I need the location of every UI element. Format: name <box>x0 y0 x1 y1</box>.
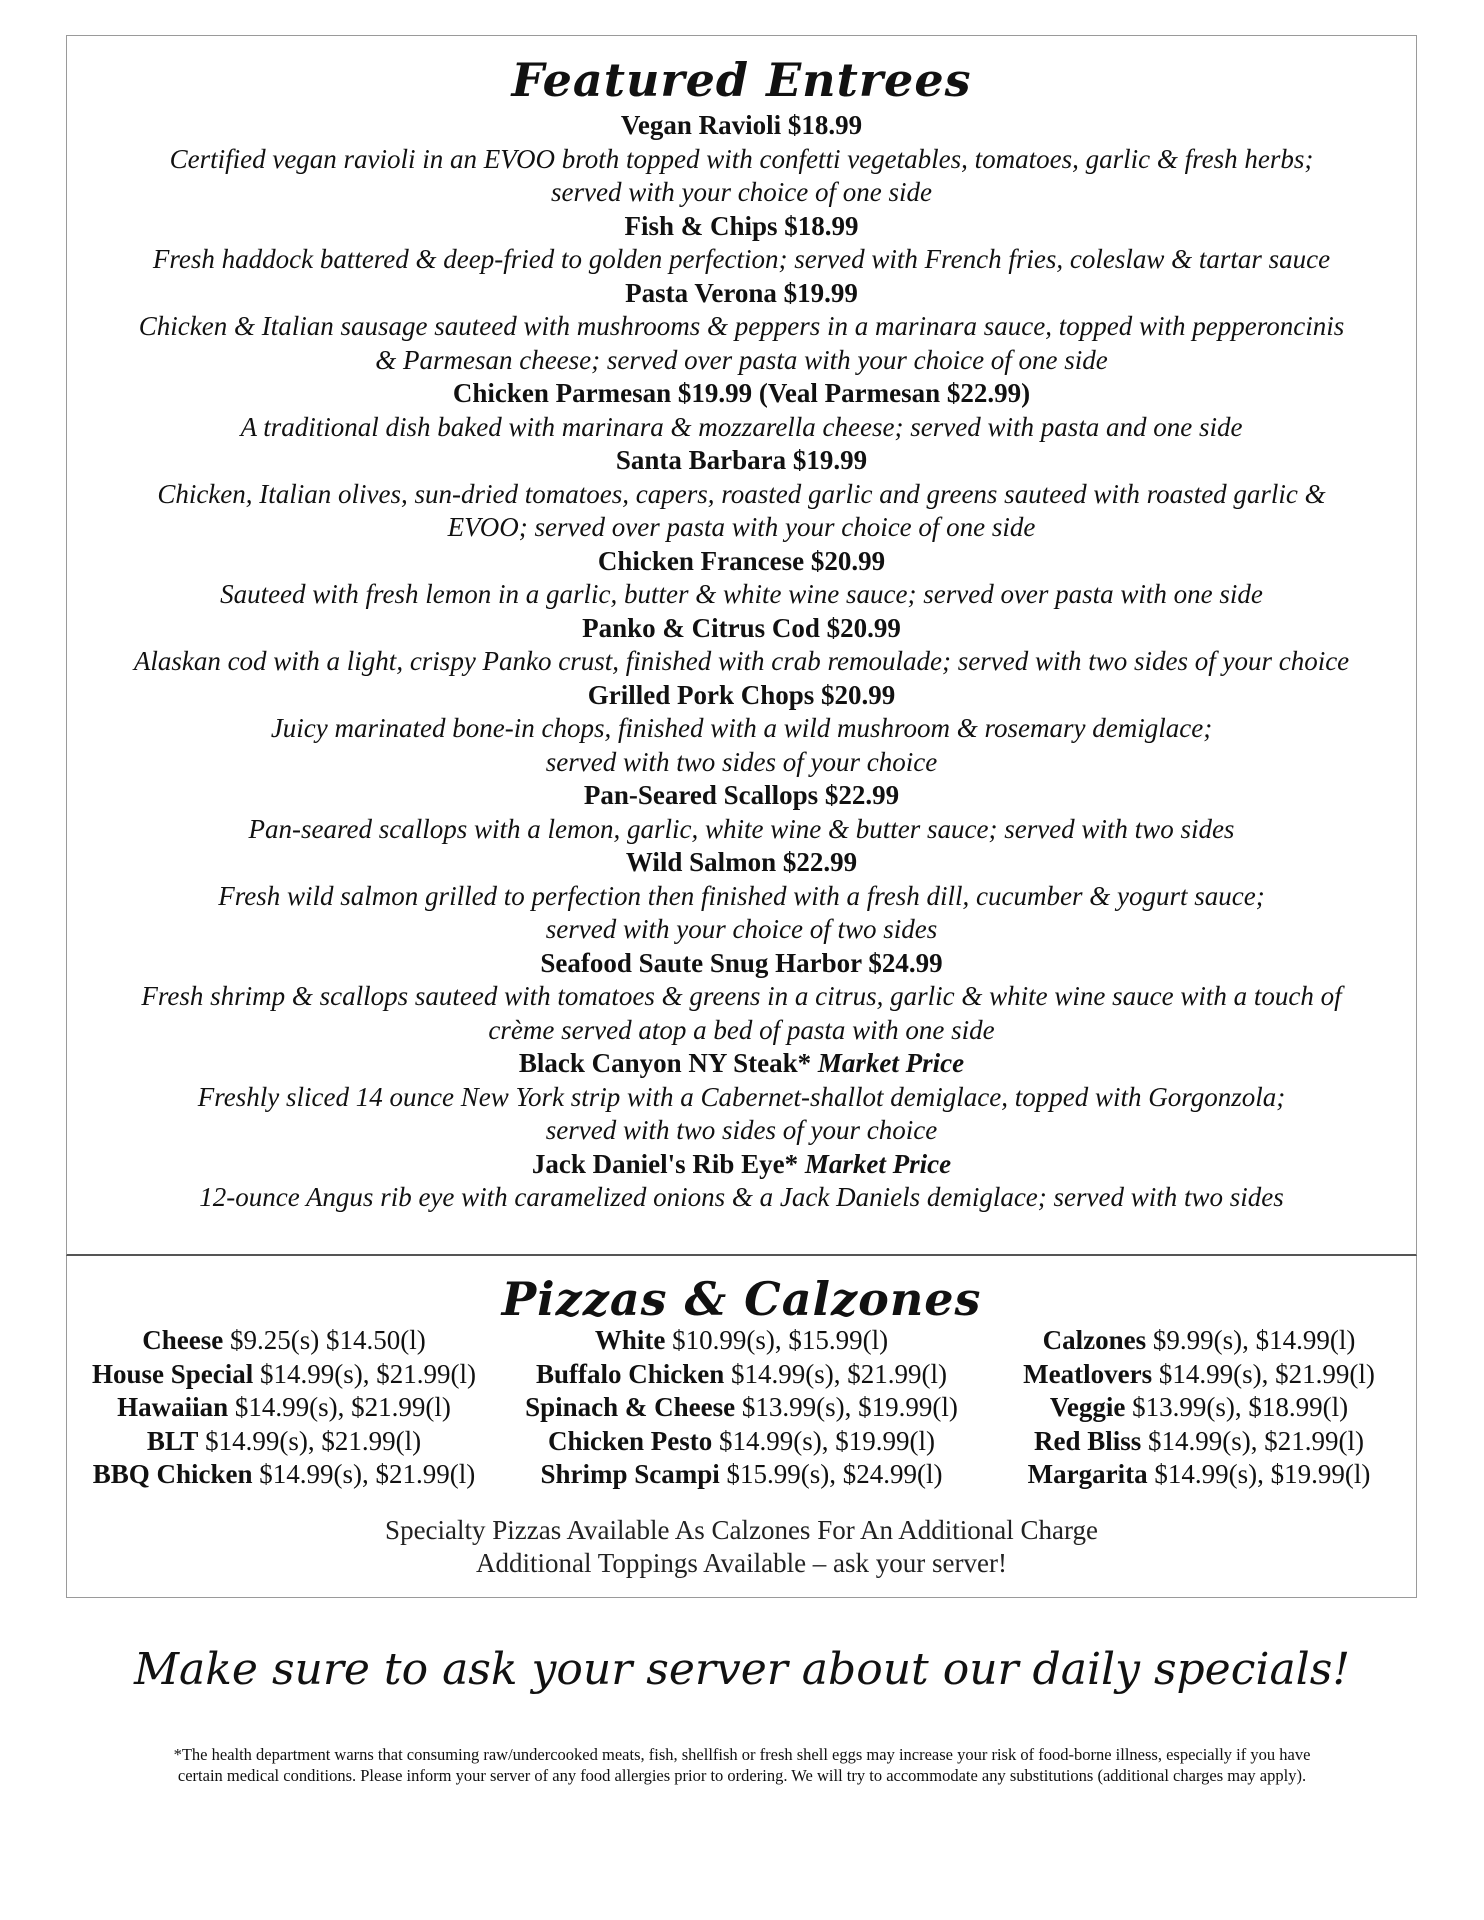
health-disclaimer <box>60 1744 1424 1786</box>
pizza-column <box>984 1324 1414 1492</box>
entree-description <box>67 712 1416 779</box>
pizza-name: Shrimp Scampi <box>540 1459 720 1489</box>
market-price-note: Market Price <box>817 1048 965 1078</box>
pizza-note-calzones: Specialty Pizzas Available As Calzones For An Additional Charge <box>385 1514 1098 1545</box>
entree-description <box>67 645 1416 679</box>
entree-description <box>67 243 1416 277</box>
entree-description-line: Sauteed with fresh lemon in a garlic, butter & white wine sauce; served over pasta with one side <box>220 579 1263 609</box>
entree-title: Pasta Verona $19.99 <box>625 277 858 308</box>
pizza-price: $15.99(s), $24.99(l) <box>726 1459 943 1489</box>
entree-name <box>67 679 1416 713</box>
entree-title: Panko & Citrus Cod $20.99 <box>582 612 901 643</box>
entree-description-line: Pan-seared scallops with a lemon, garlic, white wine & butter sauce; served with two sides <box>248 813 1235 844</box>
entree-description-line: Freshly sliced 14 ounce New York strip with a Cabernet-shallot demiglace, topped with Gorgonzola; <box>197 1081 1286 1112</box>
entree-name <box>67 210 1416 244</box>
pizza-price: $14.99(s), $21.99(l) <box>1158 1358 1375 1389</box>
entree-title: Santa Barbara $19.99 <box>615 445 868 475</box>
pizza-name: White <box>594 1325 666 1355</box>
entree-description-line: served with your choice of one side <box>551 177 932 207</box>
entree-name <box>67 545 1416 579</box>
entree-title: Vegan Ravioli $18.99 <box>620 110 863 140</box>
entree-name <box>67 1148 1416 1182</box>
entree-description-line: Juicy marinated bone-in chops, finished with a wild mushroom & rosemary demiglace; <box>270 713 1213 743</box>
entree-title: Black Canyon NY Steak* <box>518 1048 812 1078</box>
pizza-name: Hawaiian <box>117 1392 229 1422</box>
pizza-item <box>1050 1391 1348 1425</box>
entree-description-line: Chicken & Italian sausage sauteed with mushrooms & peppers in a marinara sauce, topped with pepperoncinis <box>138 311 1345 341</box>
entree-title: Fish & Chips $18.99 <box>624 210 859 241</box>
pizza-item <box>92 1358 476 1392</box>
pizza-price-columns <box>67 1324 1416 1492</box>
featured-entrees-heading: Featured Entrees <box>511 53 972 107</box>
entree-name <box>67 779 1416 813</box>
featured-entrees-section <box>66 35 1417 1256</box>
entree-description-line: served with two sides of your choice <box>545 746 938 777</box>
entree-description-line: EVOO; served over pasta with your choice of one side <box>447 512 1036 542</box>
pizza-item <box>536 1358 947 1392</box>
disclaimer-line: certain medical conditions. Please inform your server of any food allergies prior to ordering. We will try to accommodate any substitutions (additional charges may apply). <box>177 1766 1307 1785</box>
entree-description <box>67 143 1416 210</box>
pizza-price: $14.99(s), $21.99(l) <box>234 1392 451 1422</box>
entree-description-line: & Parmesan cheese; served over pasta with your choice of one side <box>375 344 1108 375</box>
market-price-note: Market Price <box>804 1148 952 1179</box>
entree-description-line: Alaskan cod with a light, crispy Panko crust, finished with crab remoulade; served with two sides of your choice <box>133 646 1350 676</box>
entree-description <box>67 478 1416 545</box>
pizza-name: Meatlovers <box>1023 1358 1153 1389</box>
pizza-item <box>1034 1425 1364 1459</box>
entree-title: Seafood Saute Snug Harbor $24.99 <box>540 947 943 978</box>
pizza-name: Calzones <box>1042 1325 1147 1355</box>
pizza-item <box>147 1425 421 1459</box>
pizza-item <box>1023 1358 1375 1392</box>
entree-title: Chicken Parmesan $19.99 (Veal Parmesan $22.99) <box>452 378 1031 408</box>
entree-name <box>67 1047 1416 1081</box>
entree-description-line: 12-ounce Angus rib eye with caramelized onions & a Jack Daniels demiglace; served with two sides <box>199 1182 1284 1212</box>
pizza-name: Chicken Pesto <box>548 1425 713 1456</box>
entree-title: Wild Salmon $22.99 <box>625 847 858 877</box>
pizza-item <box>525 1391 958 1425</box>
entree-description-line: crème served atop a bed of pasta with one side <box>488 1014 995 1045</box>
entree-description-line: Certified vegan ravioli in an EVOO broth topped with confetti vegetables, tomatoes, garlic & fresh herbs; <box>169 143 1314 174</box>
pizza-price: $14.99(s), $19.99(l) <box>1154 1459 1371 1489</box>
pizza-item <box>595 1324 888 1358</box>
pizza-price: $13.99(s), $18.99(l) <box>1132 1392 1349 1422</box>
pizza-column <box>507 1324 977 1492</box>
pizza-name: Spinach & Cheese <box>525 1392 736 1422</box>
entree-description-line: served with your choice of two sides <box>545 914 938 944</box>
pizzas-calzones-heading: Pizzas & Calzones <box>501 1272 982 1326</box>
pizza-price: $14.99(s), $21.99(l) <box>731 1358 947 1389</box>
pizza-name: BBQ Chicken <box>92 1459 253 1489</box>
entree-description-line: Chicken, Italian olives, sun-dried tomatoes, capers, roasted garlic and greens sauteed with roasted garlic & <box>157 478 1326 509</box>
entree-title: Chicken Francese $20.99 <box>597 545 886 576</box>
pizza-note-toppings: Additional Toppings Available – ask your server! <box>475 1547 1007 1578</box>
pizza-item <box>117 1391 451 1425</box>
disclaimer-line: *The health department warns that consuming raw/undercooked meats, fish, shellfish or fresh shell eggs may increase your risk of food-borne illness, especially if you have <box>173 1745 1311 1764</box>
pizza-name: Margarita <box>1027 1459 1148 1489</box>
entree-description <box>67 1081 1416 1148</box>
pizza-price: $14.99(s), $19.99(l) <box>719 1425 935 1456</box>
entree-description <box>67 1181 1416 1215</box>
pizzas-calzones-section <box>66 1256 1417 1598</box>
daily-specials-banner: Make sure to ask your server about our daily specials! <box>133 1644 1351 1695</box>
pizza-name: BLT <box>146 1425 199 1456</box>
entree-description-line: served with two sides of your choice <box>545 1115 938 1145</box>
entree-description <box>67 411 1416 445</box>
entree-description-line: Fresh haddock battered & deep-fried to golden perfection; served with French fries, coleslaw & tartar sauce <box>152 244 1331 274</box>
pizza-item <box>1043 1324 1356 1358</box>
pizza-price: $14.99(s), $21.99(l) <box>260 1358 476 1389</box>
entree-name <box>67 444 1416 478</box>
entree-name <box>67 612 1416 646</box>
entree-description <box>67 813 1416 847</box>
pizza-price: $14.99(s), $21.99(l) <box>1148 1425 1364 1456</box>
entree-description <box>67 880 1416 947</box>
entree-title: Jack Daniel's Rib Eye* <box>531 1148 799 1179</box>
entree-description <box>67 310 1416 377</box>
entree-list <box>67 109 1416 1215</box>
pizza-item <box>142 1324 425 1358</box>
pizza-name: Veggie <box>1049 1392 1126 1422</box>
entree-name <box>67 277 1416 311</box>
entree-name <box>67 947 1416 981</box>
pizza-item <box>548 1425 935 1459</box>
pizza-item <box>540 1458 942 1492</box>
entree-description <box>67 980 1416 1047</box>
pizza-column <box>69 1324 499 1492</box>
entree-name <box>67 846 1416 880</box>
entree-title: Grilled Pork Chops $20.99 <box>587 679 896 710</box>
pizza-price: $13.99(s), $19.99(l) <box>741 1392 958 1422</box>
pizza-name: Buffalo Chicken <box>535 1358 725 1389</box>
entree-description-line: Fresh shrimp & scallops sauteed with tomatoes & greens in a citrus, garlic & white wine sauce with a touch of <box>141 981 1342 1011</box>
pizza-price: $14.99(s), $21.99(l) <box>205 1425 422 1456</box>
pizza-name: House Special <box>92 1358 254 1389</box>
entree-name <box>67 377 1416 411</box>
pizza-price: $10.99(s), $15.99(l) <box>672 1325 889 1355</box>
pizza-name: Cheese <box>142 1325 224 1355</box>
pizza-item <box>1028 1458 1371 1492</box>
pizza-price: $14.99(s), $21.99(l) <box>259 1459 476 1489</box>
pizza-item <box>93 1458 476 1492</box>
pizza-price: $9.99(s), $14.99(l) <box>1152 1325 1356 1355</box>
entree-description-line: Fresh wild salmon grilled to perfection then finished with a fresh dill, cucumber & yogurt sauce; <box>218 880 1265 911</box>
pizza-price: $9.25(s) $14.50(l) <box>230 1325 426 1355</box>
entree-name <box>67 109 1416 143</box>
entree-title: Pan-Seared Scallops $22.99 <box>583 780 900 810</box>
pizza-notes <box>67 1514 1416 1580</box>
entree-description-line: A traditional dish baked with marinara & mozzarella cheese; served with pasta and one side <box>240 411 1243 442</box>
pizza-name: Red Bliss <box>1033 1425 1142 1456</box>
entree-description <box>67 578 1416 612</box>
